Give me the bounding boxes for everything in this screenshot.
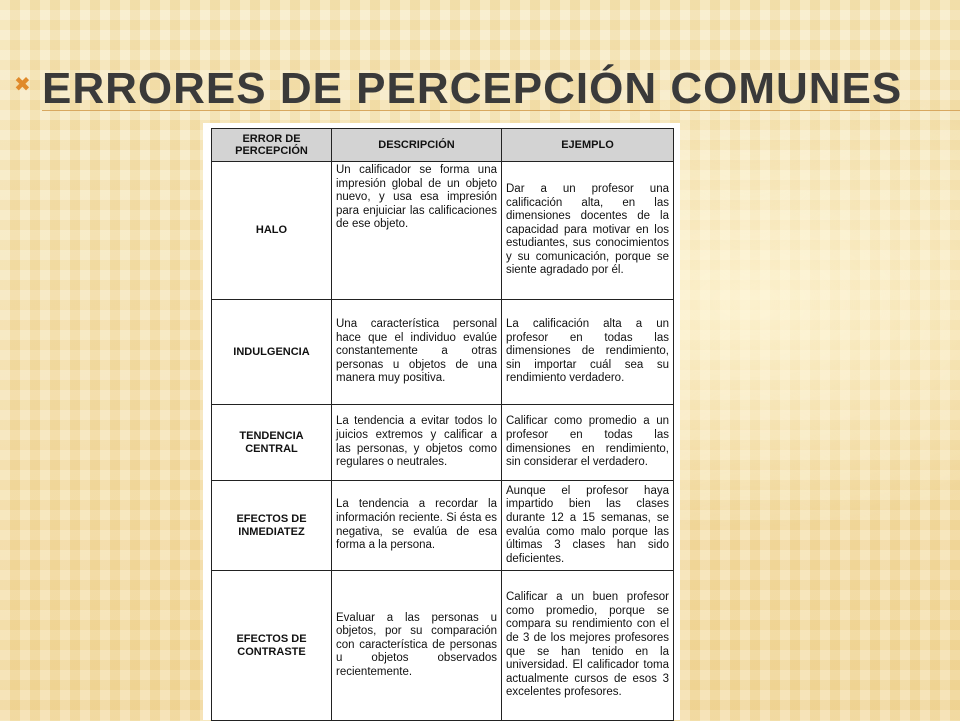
error-example: Dar a un profesor una calificación alta, en las dimensiones docentes de la capacidad para motivar en los estudiantes, sus conocimientos y su comunicación, porque se siente agradado por él.	[502, 162, 674, 300]
title-bullet-icon: ✖	[14, 72, 31, 96]
table-row	[212, 481, 674, 571]
error-name: INDULGENCIA	[212, 300, 332, 405]
title-divider	[42, 110, 960, 111]
table-row	[212, 162, 674, 300]
error-example: Calificar como promedio a un profesor en todas las dimensiones en rendimiento, sin considerar el verdadero.	[502, 405, 674, 481]
header-example: EJEMPLO	[502, 129, 674, 162]
error-name: EFECTOS DE INMEDIATEZ	[212, 481, 332, 571]
error-description: La tendencia a recordar la información reciente. Si ésta es negativa, se evalúa de esa forma a la persona.	[332, 481, 502, 571]
slide-title: ERRORES DE PERCEPCIÓN COMUNES	[42, 64, 903, 113]
error-description: Un calificador se forma una impresión global de un objeto nuevo, y usa esa impresión para enjuiciar las calificaciones de ese objeto.	[332, 162, 502, 300]
error-name: TENDENCIA CENTRAL	[212, 405, 332, 481]
error-example: Aunque el profesor haya impartido bien las clases durante 12 a 15 semanas, se evalúa como malo porque las últimas 3 clases han sido deficientes.	[502, 481, 674, 571]
table-row	[212, 571, 674, 721]
error-description: Evaluar a las personas u objetos, por su comparación con característica de personas u objetos observados recientemente.	[332, 571, 502, 721]
header-description: DESCRIPCIÓN	[332, 129, 502, 162]
perception-errors-table	[211, 128, 674, 721]
table-header-row	[212, 129, 674, 162]
error-example: La calificación alta a un profesor en todas las dimensiones de rendimiento, sin importar cuál sea su rendimiento verdadero.	[502, 300, 674, 405]
table-row	[212, 300, 674, 405]
error-example: Calificar a un buen profesor como promedio, porque se compara su rendimiento con el de 3 de los mejores profesores que se han tenido en la universidad. El calificador toma actualmente cursos de esos 3 excelentes profesores.	[502, 571, 674, 721]
table-row	[212, 405, 674, 481]
error-name: HALO	[212, 162, 332, 300]
error-description: La tendencia a evitar todos lo juicios extremos y calificar a las personas, y objetos como regulares o neutrales.	[332, 405, 502, 481]
header-error: ERROR DE PERCEPCIÓN	[212, 129, 332, 162]
error-name: EFECTOS DE CONTRASTE	[212, 571, 332, 721]
error-description: Una característica personal hace que el individuo evalúe constantemente a otras personas u objetos de una manera muy positiva.	[332, 300, 502, 405]
table-image-frame	[203, 123, 680, 720]
